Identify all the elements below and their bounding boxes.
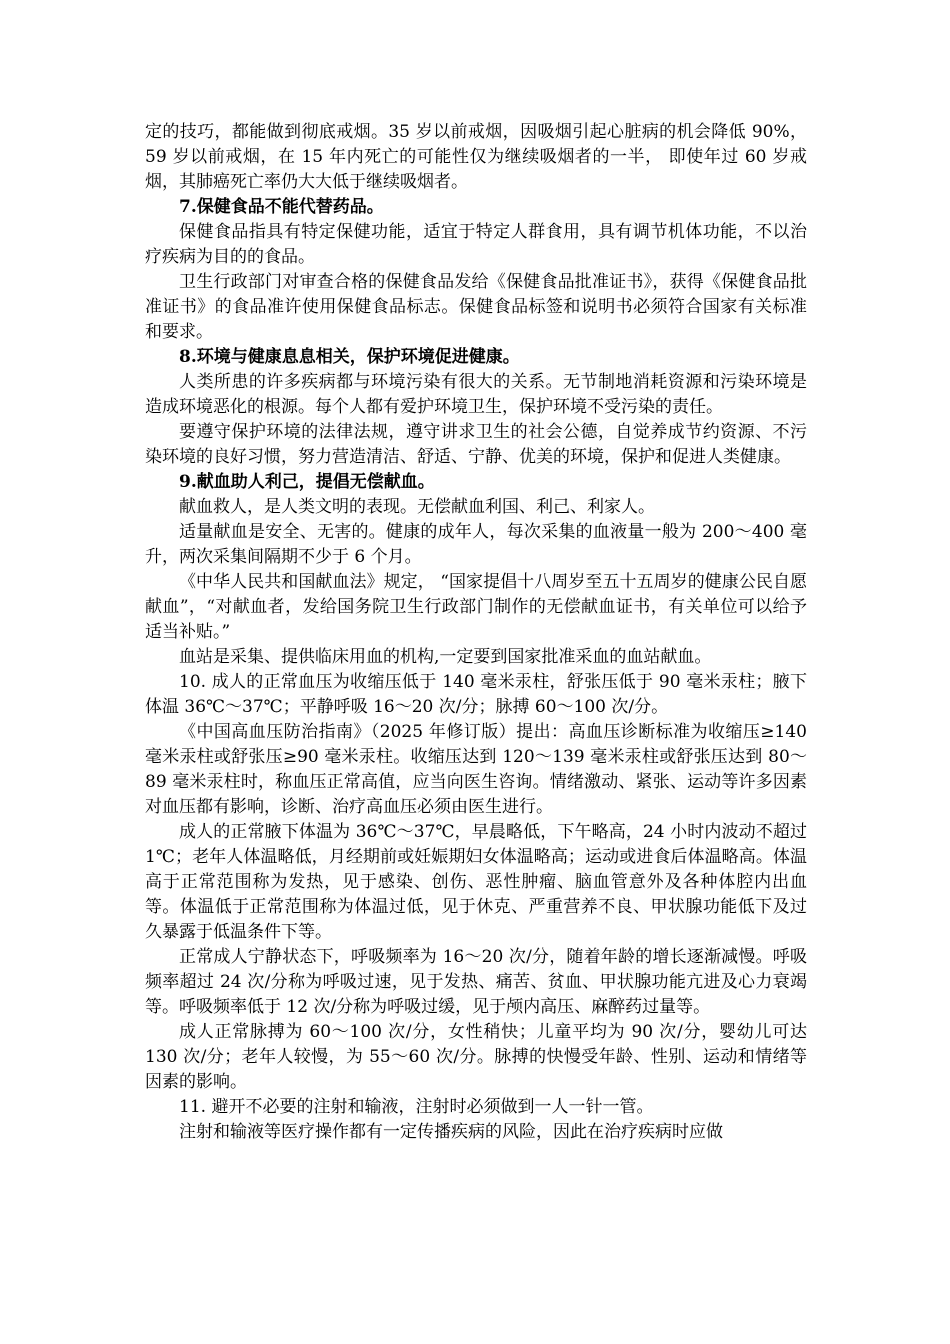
paragraph-item-10: 10. 成人的正常血压为收缩压低于 140 毫米汞柱，舒张压低于 90 毫米汞柱；腋下体温 36℃～37℃；平静呼吸 16～20 次/分；脉搏 60～100 次/分。: [145, 672, 807, 717]
paragraph: 成人正常脉搏为 60～100 次/分，女性稍快；儿童平均为 90 次/分，婴幼儿可达 130 次/分；老年人较慢，为 55～60 次/分。脉搏的快慢受年龄、性别、运动和情绪等因素的影响。: [145, 1022, 807, 1092]
paragraph: 献血救人，是人类文明的表现。无偿献血利国、利己、利家人。: [179, 497, 655, 517]
document-body: [145, 120, 807, 1145]
paragraph: 《中国高血压防治指南》（2025 年修订版）提出：高血压诊断标准为收缩压≥140 毫米汞柱或舒张压≥90 毫米汞柱。收缩压达到 120～139 毫米汞柱或舒张压达到 80～89 毫米汞柱时，称血压正常高值，应当向医生咨询。情绪激动、紧张、运动等许多因素对血压都有影响，诊断、治疗高血压必须由医生进行。: [145, 722, 807, 817]
section-heading-8: 8.环境与健康息息相关，保护环境促进健康。: [179, 347, 520, 367]
paragraph-item-11: 11. 避开不必要的注射和输液，注射时必须做到一人一针一管。: [179, 1097, 654, 1117]
paragraph: 正常成人宁静状态下，呼吸频率为 16～20 次/分，随着年龄的增长逐渐减慢。呼吸频率超过 24 次/分称为呼吸过速，见于发热、痛苦、贫血、甲状腺功能亢进及心力衰竭等。呼吸频率低于 12 次/分称为呼吸过缓，见于颅内高压、麻醉药过量等。: [145, 947, 807, 1017]
section-heading-9: 9.献血助人利己，提倡无偿献血。: [179, 472, 435, 492]
paragraph: 卫生行政部门对审查合格的保健食品发给《保健食品批准证书》，获得《保健食品批准证书》的食品准许使用保健食品标志。保健食品标签和说明书必须符合国家有关标准和要求。: [145, 272, 807, 342]
paragraph: 人类所患的许多疾病都与环境污染有很大的关系。无节制地消耗资源和污染环境是造成环境恶化的根源。每个人都有爱护环境卫生，保护环境不受污染的责任。: [145, 372, 807, 417]
paragraph: 适量献血是安全、无害的。健康的成年人，每次采集的血液量一般为 200～400 毫升，两次采集间隔期不少于 6 个月。: [145, 522, 807, 567]
section-heading-7: 7.保健食品不能代替药品。: [179, 197, 384, 217]
paragraph: 成人的正常腋下体温为 36℃～37℃，早晨略低，下午略高，24 小时内波动不超过 1℃；老年人体温略低，月经期前或妊娠期妇女体温略高；运动或进食后体温略高。体温高于正常范围称为发热，见于感染、创伤、恶性肿瘤、脑血管意外及各种体腔内出血等。体温低于正常范围称为体温过低，见于休克、严重营养不良、甲状腺功能低下及过久暴露于低温条件下等。: [145, 822, 807, 942]
paragraph: 要遵守保护环境的法律法规，遵守讲求卫生的社会公德，自觉养成节约资源、不污染环境的良好习惯，努力营造清洁、舒适、宁静、优美的环境，保护和促进人类健康。: [145, 422, 807, 467]
paragraph-continuation: 定的技巧，都能做到彻底戒烟。35 岁以前戒烟，因吸烟引起心脏病的机会降低 90%，59 岁以前戒烟，在 15 年内死亡的可能性仅为继续吸烟者的一半， 即使年过 60 岁戒烟，其肺癌死亡率仍大大低于继续吸烟者。: [145, 122, 807, 192]
paragraph: 注射和输液等医疗操作都有一定传播疾病的风险，因此在治疗疾病时应做: [179, 1122, 723, 1142]
paragraph: 《中华人民共和国献血法》规定， “国家提倡十八周岁至五十五周岁的健康公民自愿献血”，“对献血者，发给国务院卫生行政部门制作的无偿献血证书，有关单位可以给予适当补贴。”: [145, 572, 807, 642]
paragraph: 保健食品指具有特定保健功能，适宜于特定人群食用，具有调节机体功能，不以治疗疾病为目的的食品。: [145, 222, 807, 267]
paragraph: 血站是采集、提供临床用血的机构,一定要到国家批准采血的血站献血。: [179, 647, 712, 667]
